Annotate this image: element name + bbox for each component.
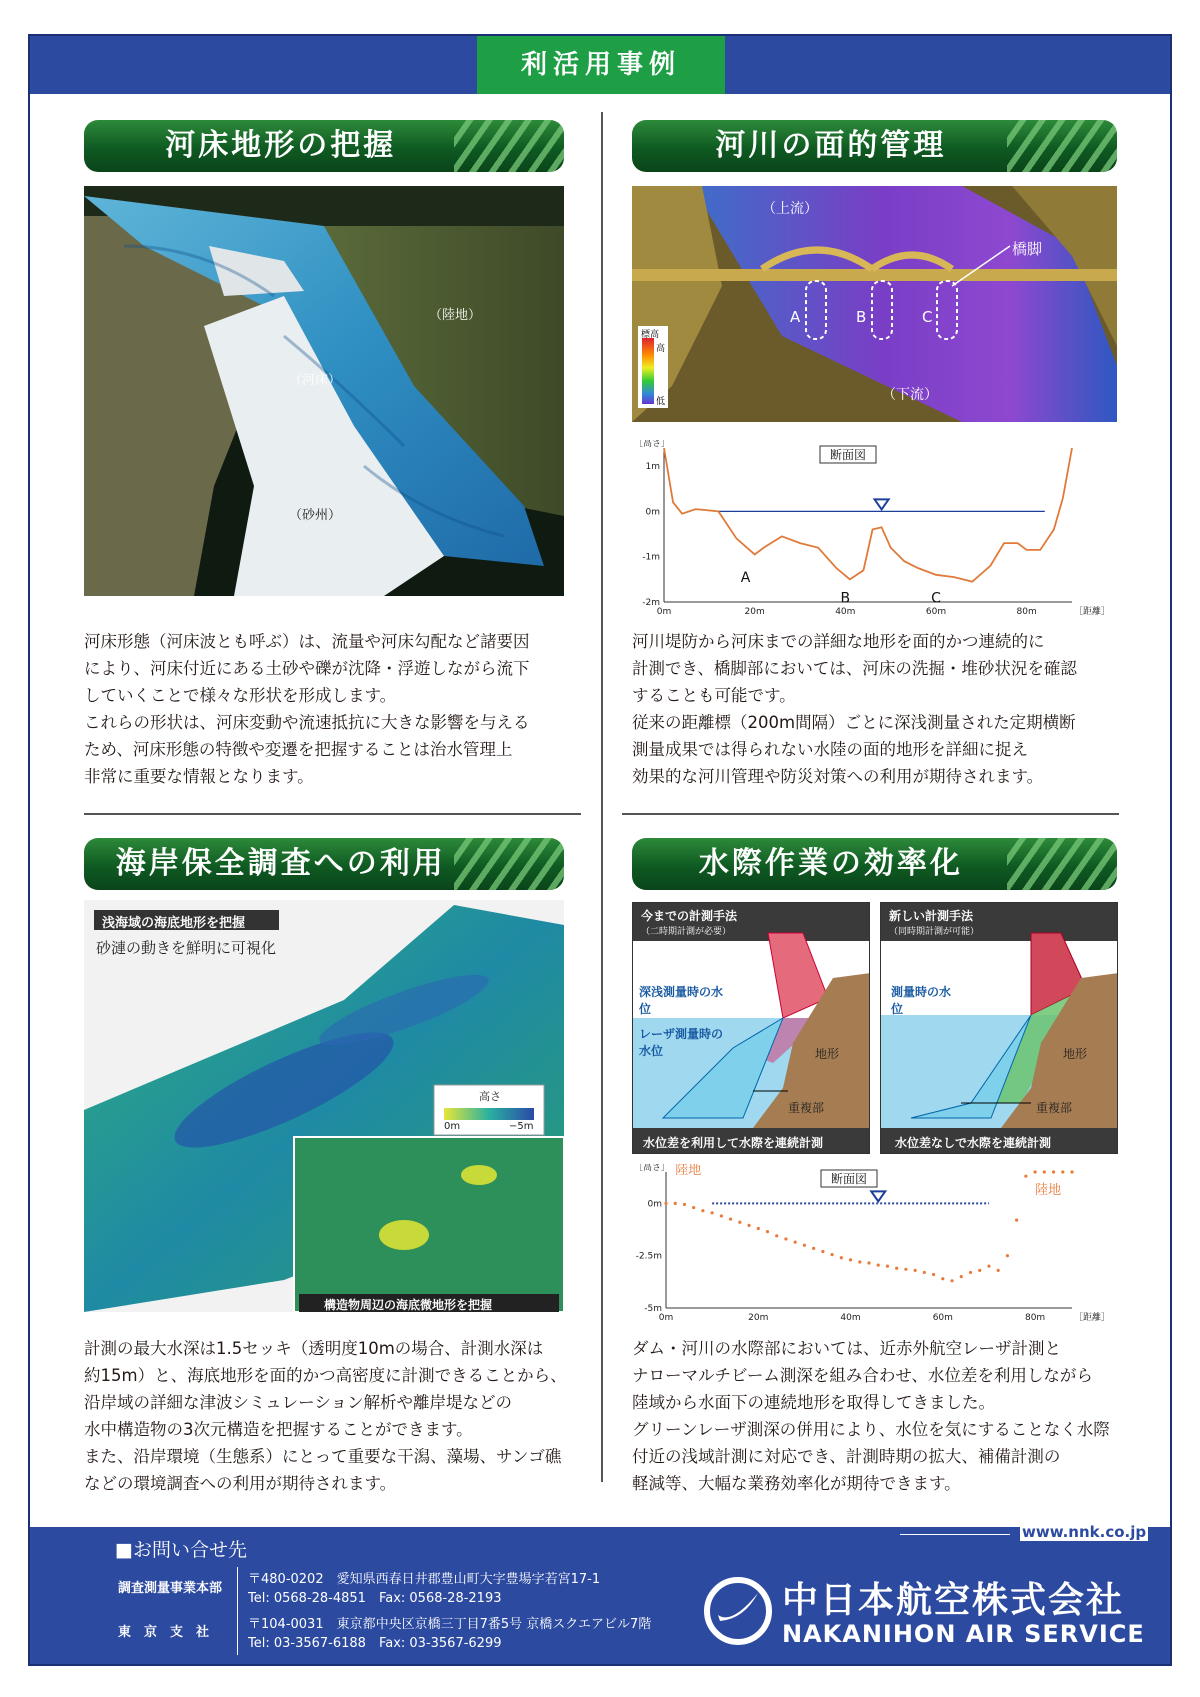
section-title: 河床地形の把握: [165, 128, 397, 163]
footer-divider: [237, 1567, 238, 1655]
y-tick-label: 1m: [645, 462, 660, 473]
section-heading-river-management: [632, 120, 1117, 172]
label-overlap: 重複部: [788, 1101, 825, 1115]
label-riverbed: （河床）: [289, 373, 342, 388]
label-water1: 深浅測量時の水位: [639, 985, 724, 1016]
horizontal-divider-left: [84, 813, 581, 815]
data-point: [987, 1265, 990, 1268]
x-tick-label: 20m: [744, 607, 765, 617]
text-line: グリーンレーザ測深の併用により、水位を気にすることなく水際: [632, 1420, 1110, 1439]
hq-address: [248, 1570, 600, 1608]
legend-title: 高さ: [479, 1090, 501, 1103]
vertical-divider: [601, 112, 603, 1482]
diagram-old-method: [632, 902, 870, 1154]
seabed-3d-image: [84, 900, 564, 1312]
data-point: [766, 1230, 769, 1233]
section-heading-riverbed: [84, 120, 564, 172]
text-line: 非常に重要な情報となります。: [84, 767, 314, 786]
y-axis-label: ［高さ］: [634, 440, 671, 449]
text-line: 河川堤防から河床までの詳細な地形を面的かつ連続的に: [632, 632, 1045, 651]
label-pier: 橋脚: [1012, 240, 1043, 258]
text-line: ため、河床形態の特徴や変遷を把握することは治水管理上: [84, 740, 513, 759]
x-tick-label: 80m: [1016, 607, 1037, 617]
text-line: ナローマルチビーム測深を組み合わせ、水位差を利用しながら: [632, 1366, 1093, 1385]
legend-low: 低: [656, 397, 666, 407]
label-sandbar: （砂州）: [289, 508, 342, 523]
data-point: [997, 1269, 1000, 1272]
data-point: [941, 1277, 944, 1280]
y-tick-label: -2.5m: [635, 1251, 662, 1262]
y-axis-label: ［高さ］: [634, 1164, 671, 1173]
point-label: C: [931, 590, 941, 607]
x-tick-label: 20m: [748, 1313, 769, 1323]
text-line: することも可能です。: [632, 686, 796, 705]
text-line: 測量成果では得られない水陸の面的地形を詳細に捉え: [632, 740, 1028, 759]
text-line: 計測でき、橋脚部においては、河床の洗掘・堆砂状況を確認: [632, 659, 1077, 678]
data-point: [904, 1268, 907, 1271]
data-point: [664, 1202, 667, 1205]
data-point: [1061, 1170, 1064, 1173]
text-line: 従来の距離標（200m間隔）ごとに深浅測量された定期横断: [632, 713, 1076, 732]
data-point: [701, 1209, 704, 1212]
data-point: [720, 1214, 723, 1217]
point-label: A: [740, 570, 751, 587]
x-tick-label: 80m: [1024, 1313, 1046, 1323]
label-overlap: 重複部: [1036, 1101, 1073, 1115]
chart-title: 断面図: [830, 1172, 868, 1186]
label-water2: レーザ測量時の水位: [639, 1027, 724, 1058]
text-line: などの環境調査への利用が期待されます。: [84, 1474, 397, 1493]
y-tick-label: 0m: [645, 507, 660, 518]
label-terrain: 地形: [815, 1047, 840, 1061]
data-point: [812, 1247, 815, 1250]
data-point: [747, 1224, 750, 1227]
y-tick-label: -1m: [642, 552, 660, 563]
text-line: 陸域から水面下の連続地形を取得してきました。: [632, 1393, 995, 1412]
section-heading-waterline: [632, 838, 1117, 890]
x-axis-label: ［距離］: [1074, 1313, 1111, 1323]
riverbed-3d-image: [84, 186, 564, 596]
page-title: 利活用事例: [477, 36, 725, 94]
land-label-left: 陸地: [675, 1164, 702, 1178]
data-point: [867, 1261, 870, 1264]
text-line: ダム・河川の水際部においては、近赤外航空レーザ計測と: [632, 1339, 1061, 1358]
cross-section-chart-1: [632, 440, 1117, 620]
label-point-c: C: [922, 308, 933, 326]
caption-ripples: 砂漣の動きを鮮明に可視化: [96, 939, 277, 957]
label-land: （陸地）: [429, 308, 482, 323]
x-tick-label: 40m: [835, 607, 856, 617]
data-point: [932, 1273, 935, 1276]
data-point: [969, 1271, 972, 1274]
chart-title: 断面図: [829, 448, 867, 462]
section-heading-coastal: [84, 838, 564, 890]
x-tick-label: 40m: [840, 1313, 861, 1323]
paragraph-river-management: [632, 628, 1122, 790]
data-point: [1024, 1175, 1027, 1178]
data-point: [849, 1258, 852, 1261]
text-line: 沿岸域の詳細な津波シミュレーション解析や離岸堤などの: [84, 1393, 513, 1412]
y-tick-label: -5m: [644, 1304, 662, 1314]
data-point: [738, 1221, 741, 1224]
data-point: [757, 1227, 760, 1230]
legend-title: 標高: [641, 330, 660, 340]
data-point: [711, 1211, 714, 1214]
panel-title: 新しい計測手法: [889, 909, 974, 923]
data-point: [914, 1269, 917, 1272]
heading-stripes: [454, 838, 564, 890]
data-point: [840, 1256, 843, 1259]
x-tick-label: 60m: [932, 1313, 953, 1323]
text-line: 計測の最大水深は1.5セッキ（透明度10mの場合、計測水深は: [84, 1339, 544, 1358]
text-line: 約15m）と、海底地形を面的かつ高密度に計測できることから、: [84, 1366, 567, 1385]
url-rule: [900, 1534, 1010, 1535]
legend-high: 高: [656, 344, 666, 354]
address-line: 〒480-0202 愛知県西春日井郡豊山町大字豊場字若宮17-1: [248, 1572, 601, 1587]
label-upstream: （上流）: [762, 201, 818, 217]
text-line: 水中構造物の3次元構造を把握することができます。: [84, 1420, 473, 1439]
data-point: [784, 1237, 787, 1240]
cross-section-chart-2: [632, 1164, 1117, 1324]
data-point: [1006, 1254, 1009, 1257]
paragraph-waterline: [632, 1335, 1122, 1497]
chart-svg: [632, 440, 1117, 620]
company-name-jp: 中日本航空株式会社: [782, 1580, 1125, 1621]
text-line: していくことで様々な形状を形成します。: [84, 686, 397, 705]
label-water1: 測量時の水位: [891, 985, 952, 1016]
riverbed-profile-line: [664, 448, 1072, 582]
text-line: 河床形態（河床波とも呼ぶ）は、流量や河床勾配など諸要因: [84, 632, 530, 651]
company-logo-icon: [702, 1575, 774, 1647]
diagram-new-method: [880, 902, 1118, 1154]
legend-min: 0m: [444, 1121, 461, 1132]
data-point: [1070, 1170, 1073, 1173]
river-elevation-map: [632, 186, 1117, 422]
data-point: [1043, 1170, 1046, 1173]
caption-shallow: 浅海域の海底地形を把握: [102, 916, 246, 931]
data-point: [960, 1275, 963, 1278]
footer-contact: [30, 1523, 1170, 1664]
y-tick-label: 0m: [647, 1199, 662, 1210]
legend-max: −5m: [509, 1121, 534, 1132]
website-link[interactable]: www.nnk.co.jp: [1022, 1523, 1147, 1541]
x-axis-label: ［距離］: [1074, 607, 1111, 617]
x-tick-label: 0m: [658, 1313, 674, 1323]
chart-svg: [632, 1164, 1117, 1324]
x-tick-label: 60m: [925, 607, 947, 617]
point-label: B: [840, 590, 851, 607]
section-title: 水際作業の効率化: [698, 846, 963, 881]
data-point: [674, 1202, 677, 1205]
panel-title: 今までの計測手法: [641, 909, 738, 923]
text-line: 効果的な河川管理や防災対策への利用が期待されます。: [632, 767, 1044, 786]
tokyo-address: [248, 1615, 651, 1653]
section-title: 河川の面的管理: [715, 128, 947, 163]
data-point: [794, 1240, 797, 1243]
panel-footer: 水位差なしで水際を連続計測: [895, 1136, 1052, 1150]
data-point: [877, 1264, 880, 1267]
panel-sub: （二時期計測が必要）: [641, 927, 732, 937]
data-point: [978, 1269, 981, 1272]
text-line: 付近の浅域計測に対応でき、計測時期の拡大、補備計測の: [632, 1447, 1061, 1466]
phone-line: Tel: 03-3567-6188 Fax: 03-3567-6299: [248, 1636, 502, 1651]
data-point: [1015, 1219, 1018, 1222]
tokyo-label: 東 京 支 社: [118, 1625, 210, 1640]
label-terrain: 地形: [1063, 1047, 1088, 1061]
section-title: 海岸保全調査への利用: [115, 846, 446, 881]
hq-label: 調査測量事業本部: [118, 1581, 223, 1596]
data-point: [1052, 1170, 1055, 1173]
x-tick-label: 0m: [656, 607, 672, 617]
phone-line: Tel: 0568-28-4851 Fax: 0568-28-2193: [248, 1591, 502, 1606]
text-line: これらの形状は、河床変動や流速抵抗に大きな影響を与える: [84, 713, 530, 732]
data-point: [775, 1234, 778, 1237]
water-level-marker: [871, 1191, 885, 1201]
data-point: [729, 1217, 732, 1220]
data-point: [923, 1271, 926, 1274]
panel-sub: （同時期計測が可能）: [889, 927, 980, 937]
inset-caption: 構造物周辺の海底微地形を把握: [324, 1298, 493, 1312]
data-point: [1033, 1170, 1036, 1173]
data-point: [692, 1206, 695, 1209]
data-point: [821, 1250, 824, 1253]
panel-footer: 水位差を利用して水際を連続計測: [643, 1136, 824, 1150]
data-point: [886, 1265, 889, 1268]
label-point-a: A: [790, 308, 801, 326]
heading-stripes: [1007, 838, 1117, 890]
text-line: 軽減等、大幅な業務効率化が期待できます。: [632, 1474, 961, 1493]
data-point: [858, 1260, 861, 1263]
heading-stripes: [1007, 120, 1117, 172]
land-label-right: 陸地: [1035, 1183, 1062, 1198]
text-line: により、河床付近にある土砂や礫が沈降・浮遊しながら流下: [84, 659, 530, 678]
water-level-marker: [875, 499, 889, 509]
text-line: また、沿岸環境（生態系）にとって重要な干潟、藻場、サンゴ礁: [84, 1447, 562, 1466]
paragraph-riverbed: [84, 628, 574, 790]
heading-stripes: [454, 120, 564, 172]
data-point: [830, 1253, 833, 1256]
label-downstream: （下流）: [882, 387, 938, 403]
horizontal-divider-right: [622, 813, 1119, 815]
data-point: [950, 1279, 953, 1282]
contact-title: ■お問い合せ先: [115, 1539, 247, 1561]
data-point: [895, 1267, 898, 1270]
y-tick-label: -2m: [642, 598, 660, 608]
address-line: 〒104-0031 東京都中央区京橋三丁目7番5号 京橋スクエアビル7階: [248, 1617, 652, 1632]
label-point-b: B: [856, 308, 867, 326]
data-point: [683, 1203, 686, 1206]
data-point: [803, 1244, 806, 1247]
company-name-en: NAKANIHON AIR SERVICE: [782, 1620, 1145, 1648]
paragraph-coastal: [84, 1335, 574, 1497]
